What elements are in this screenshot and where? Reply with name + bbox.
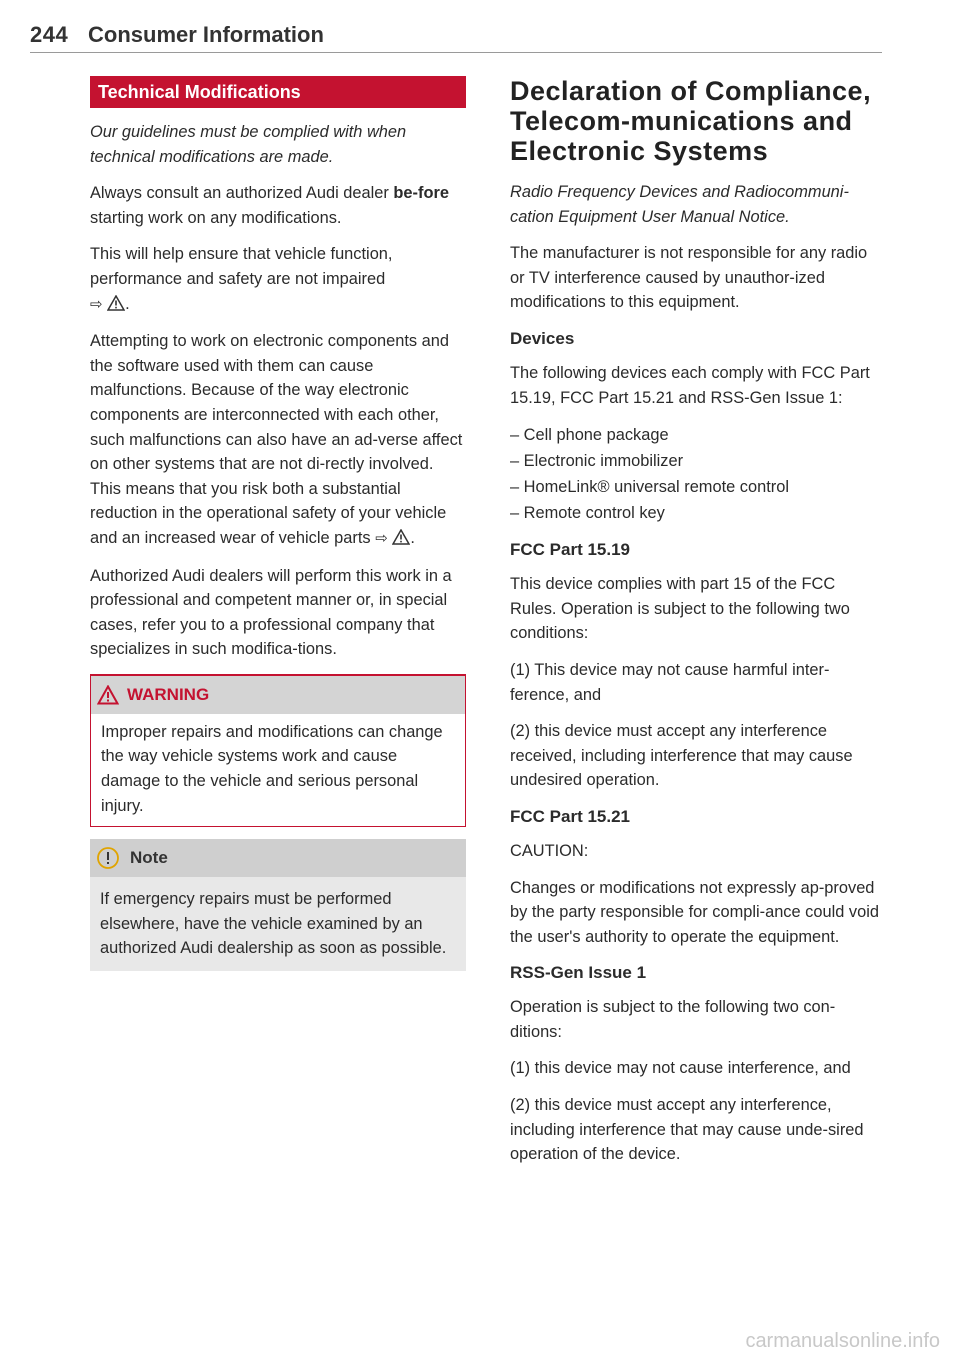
page-title: Declaration of Compliance, Telecom-munications and Electronic Systems <box>510 76 872 166</box>
arrow-icon: ⇨ <box>375 529 388 547</box>
paragraph: Authorized Audi dealers will perform this work in a professional and competent manner or, in special cases, refer you to a professional company that specializes in such modifica-tions. <box>90 566 452 659</box>
note-body <box>90 877 466 971</box>
paragraph: (2) this device must accept any interference, including interference that may cause unde-sired operation of the device. <box>510 1096 864 1164</box>
note-label: Note <box>130 848 168 868</box>
left-column <box>90 76 466 971</box>
section-heading: Technical Modifications <box>90 76 466 108</box>
arrow-icon: ⇨ <box>90 295 103 313</box>
page-header <box>30 22 882 53</box>
paragraph: Changes or modifications not expressly ap-proved by the party responsible for compli-ance could void the user's authority to operate the equipment. <box>510 878 879 946</box>
note-header <box>90 839 466 877</box>
intro-text: Our guidelines must be complied with when technical modifications are made. <box>90 123 407 166</box>
warning-text: Improper repairs and modifications can change the way vehicle systems work and cause damage to the vehicle and serious personal injury. <box>101 722 443 815</box>
section-name: Consumer Information <box>88 22 324 47</box>
paragraph: Operation is subject to the following two con-ditions: <box>510 998 836 1041</box>
devices-list <box>510 422 885 526</box>
paragraph: This device complies with part 15 of the FCC Rules. Operation is subject to the following two conditions: <box>510 575 850 643</box>
subheading-devices: Devices <box>510 328 575 348</box>
paragraph: Always consult an authorized Audi dealer be-fore starting work on any modifications. <box>90 184 449 227</box>
warning-box <box>90 674 466 827</box>
warning-triangle-icon <box>392 529 410 545</box>
note-box <box>90 839 466 971</box>
right-column <box>510 76 885 1179</box>
warning-body <box>91 714 465 826</box>
warning-triangle-icon <box>97 685 119 705</box>
subheading-fcc-1519: FCC Part 15.19 <box>510 540 630 560</box>
paragraph: (2) this device must accept any interference received, including interference that may cause undesired operation. <box>510 722 853 790</box>
paragraph: Attempting to work on electronic components and the software used with them can cause malfunctions. Because of the way electronic components are interconnected with each other, such malfunctions can also have an ad-verse affect on other systems that are not di-rectly involved. This means that you risk both a substantial reduction in the operational safety of your vehicle and an increased wear of vehicle parts ⇨ . <box>90 332 463 547</box>
paragraph: (1) this device may not cause interference, and <box>510 1059 851 1078</box>
warning-triangle-icon <box>107 295 125 311</box>
list-item: – Remote control key <box>510 504 665 523</box>
page-number: 244 <box>30 22 69 47</box>
intro-text: Radio Frequency Devices and Radiocommuni-cation Equipment User Manual Notice. <box>510 183 849 226</box>
list-item: – Electronic immobilizer <box>510 452 684 471</box>
paragraph: This will help ensure that vehicle function, performance and safety are not impaired ⇨ . <box>90 245 393 313</box>
note-text: If emergency repairs must be performed elsewhere, have the vehicle examined by an authorized Audi dealership as soon as possible. <box>100 890 447 958</box>
warning-label: WARNING <box>127 684 210 704</box>
paragraph: CAUTION: <box>510 841 589 860</box>
paragraph: The following devices each comply with FCC Part 15.19, FCC Part 15.21 and RSS-Gen Issue 1: <box>510 363 870 407</box>
subheading-rss-gen: RSS-Gen Issue 1 <box>510 963 647 983</box>
list-item: – HomeLink® universal remote control <box>510 478 790 497</box>
paragraph: The manufacturer is not responsible for any radio or TV interference caused by unauthor-ized modifications to this equipment. <box>510 244 868 312</box>
list-item: – Cell phone package <box>510 426 669 445</box>
info-circle-icon <box>96 846 120 870</box>
paragraph: (1) This device may not cause harmful inter-ference, and <box>510 660 830 704</box>
subheading-fcc-1521: FCC Part 15.21 <box>510 806 630 826</box>
warning-header <box>91 674 465 714</box>
watermark: carmanualsonline.info <box>745 1330 940 1352</box>
